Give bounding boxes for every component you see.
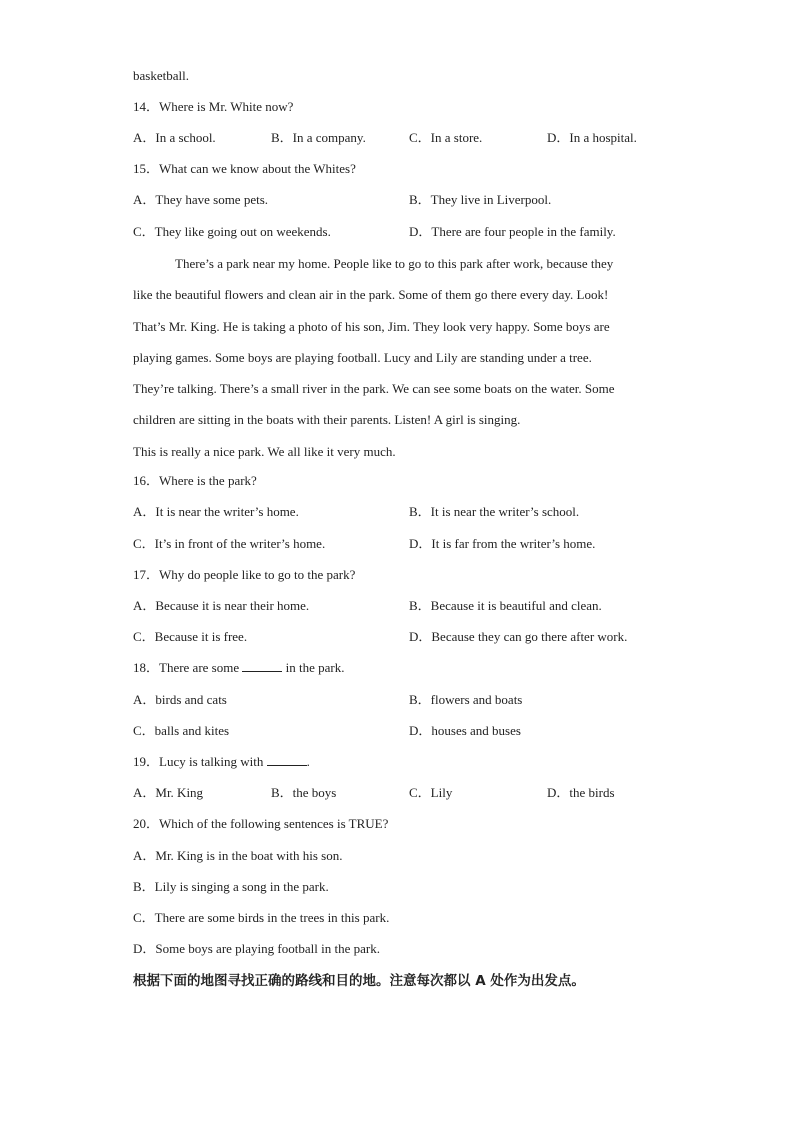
section-instruction: 根据下面的地图寻找正确的路线和目的地。注意每次都以 A 处作为出发点。 [133,973,585,989]
option-20-a: A．Mr. King is in the boat with his son. [133,848,343,863]
option-19-a: A．Mr. King [133,785,204,800]
question-18 [133,660,344,676]
options-17-row2 [133,629,693,645]
question-19-text-before: 19．Lucy is talking with [133,754,267,769]
passage-line: This is really a nice park. We all like it very much. [133,443,396,459]
passage-line: children are sitting in the boats with their parents. Listen! A girl is singing. [133,412,521,428]
question-19-text-after: . [306,754,310,769]
option-15-a: A．They have some pets. [133,192,269,207]
option-15-b: B．They live in Liverpool. [409,192,552,207]
options-15-row1 [133,192,693,208]
question-17: 17．Why do people like to go to the park? [133,567,356,582]
question-15: 15．What can we know about the Whites? [133,161,356,176]
option-16-b: B．It is near the writer’s school. [409,504,580,519]
option-14-d: D．In a hospital. [547,130,637,145]
question-18-text-after: in the park. [282,660,345,675]
option-17-a: A．Because it is near their home. [133,598,310,613]
options-18-row2 [133,723,693,739]
option-15-c: C．They like going out on weekends. [133,224,331,239]
option-20-c: C．There are some birds in the trees in this park. [133,910,390,925]
answer-blank [242,660,282,672]
option-16-d: D．It is far from the writer’s home. [409,536,596,551]
question-20: 20．Which of the following sentences is TRUE? [133,816,389,831]
option-19-b: B．the boys [271,785,337,800]
options-18-row1 [133,692,693,708]
option-18-b: B．flowers and boats [409,692,523,707]
passage-line: like the beautiful flowers and clean air in the park. Some of them go there every day. Look! [133,287,609,303]
option-16-a: A．It is near the writer’s home. [133,504,299,519]
option-14-a: A．In a school. [133,130,216,145]
reading-passage [133,248,673,467]
option-17-c: C．Because it is free. [133,629,248,644]
options-15-row2 [133,224,693,240]
passage-line: That’s Mr. King. He is taking a photo of his son, Jim. They look very happy. Some boys are [133,318,610,334]
option-14-b: B．In a company. [271,130,366,145]
options-16-row2 [133,536,693,552]
question-14: 14．Where is Mr. White now? [133,99,294,114]
options-19 [133,785,693,801]
options-17-row1 [133,598,693,614]
options-14 [133,130,693,146]
option-17-d: D．Because they can go there after work. [409,629,628,644]
option-18-c: C．balls and kites [133,723,230,738]
passage-line: playing games. Some boys are playing football. Lucy and Lily are standing under a tree. [133,349,592,365]
option-18-a: A．birds and cats [133,692,227,707]
options-16-row1 [133,504,693,520]
option-19-c: C．Lily [409,785,453,800]
passage-line: They’re talking. There’s a small river in the park. We can see some boats on the water. Some [133,381,615,397]
answer-blank [267,754,307,766]
passage-line: There’s a park near my home. People like to go to this park after work, because they [175,256,614,271]
question-18-text-before: 18．There are some [133,660,243,675]
option-16-c: C．It’s in front of the writer’s home. [133,536,326,551]
continuation-text: basketball. [133,68,189,83]
option-20-d: D．Some boys are playing football in the park. [133,941,380,956]
option-19-d: D．the birds [547,785,615,800]
option-15-d: D．There are four people in the family. [409,224,616,239]
option-18-d: D．houses and buses [409,723,521,738]
option-17-b: B．Because it is beautiful and clean. [409,598,602,613]
question-19 [133,754,310,770]
option-14-c: C．In a store. [409,130,483,145]
option-20-b: B．Lily is singing a song in the park. [133,879,329,894]
question-16: 16．Where is the park? [133,473,257,488]
